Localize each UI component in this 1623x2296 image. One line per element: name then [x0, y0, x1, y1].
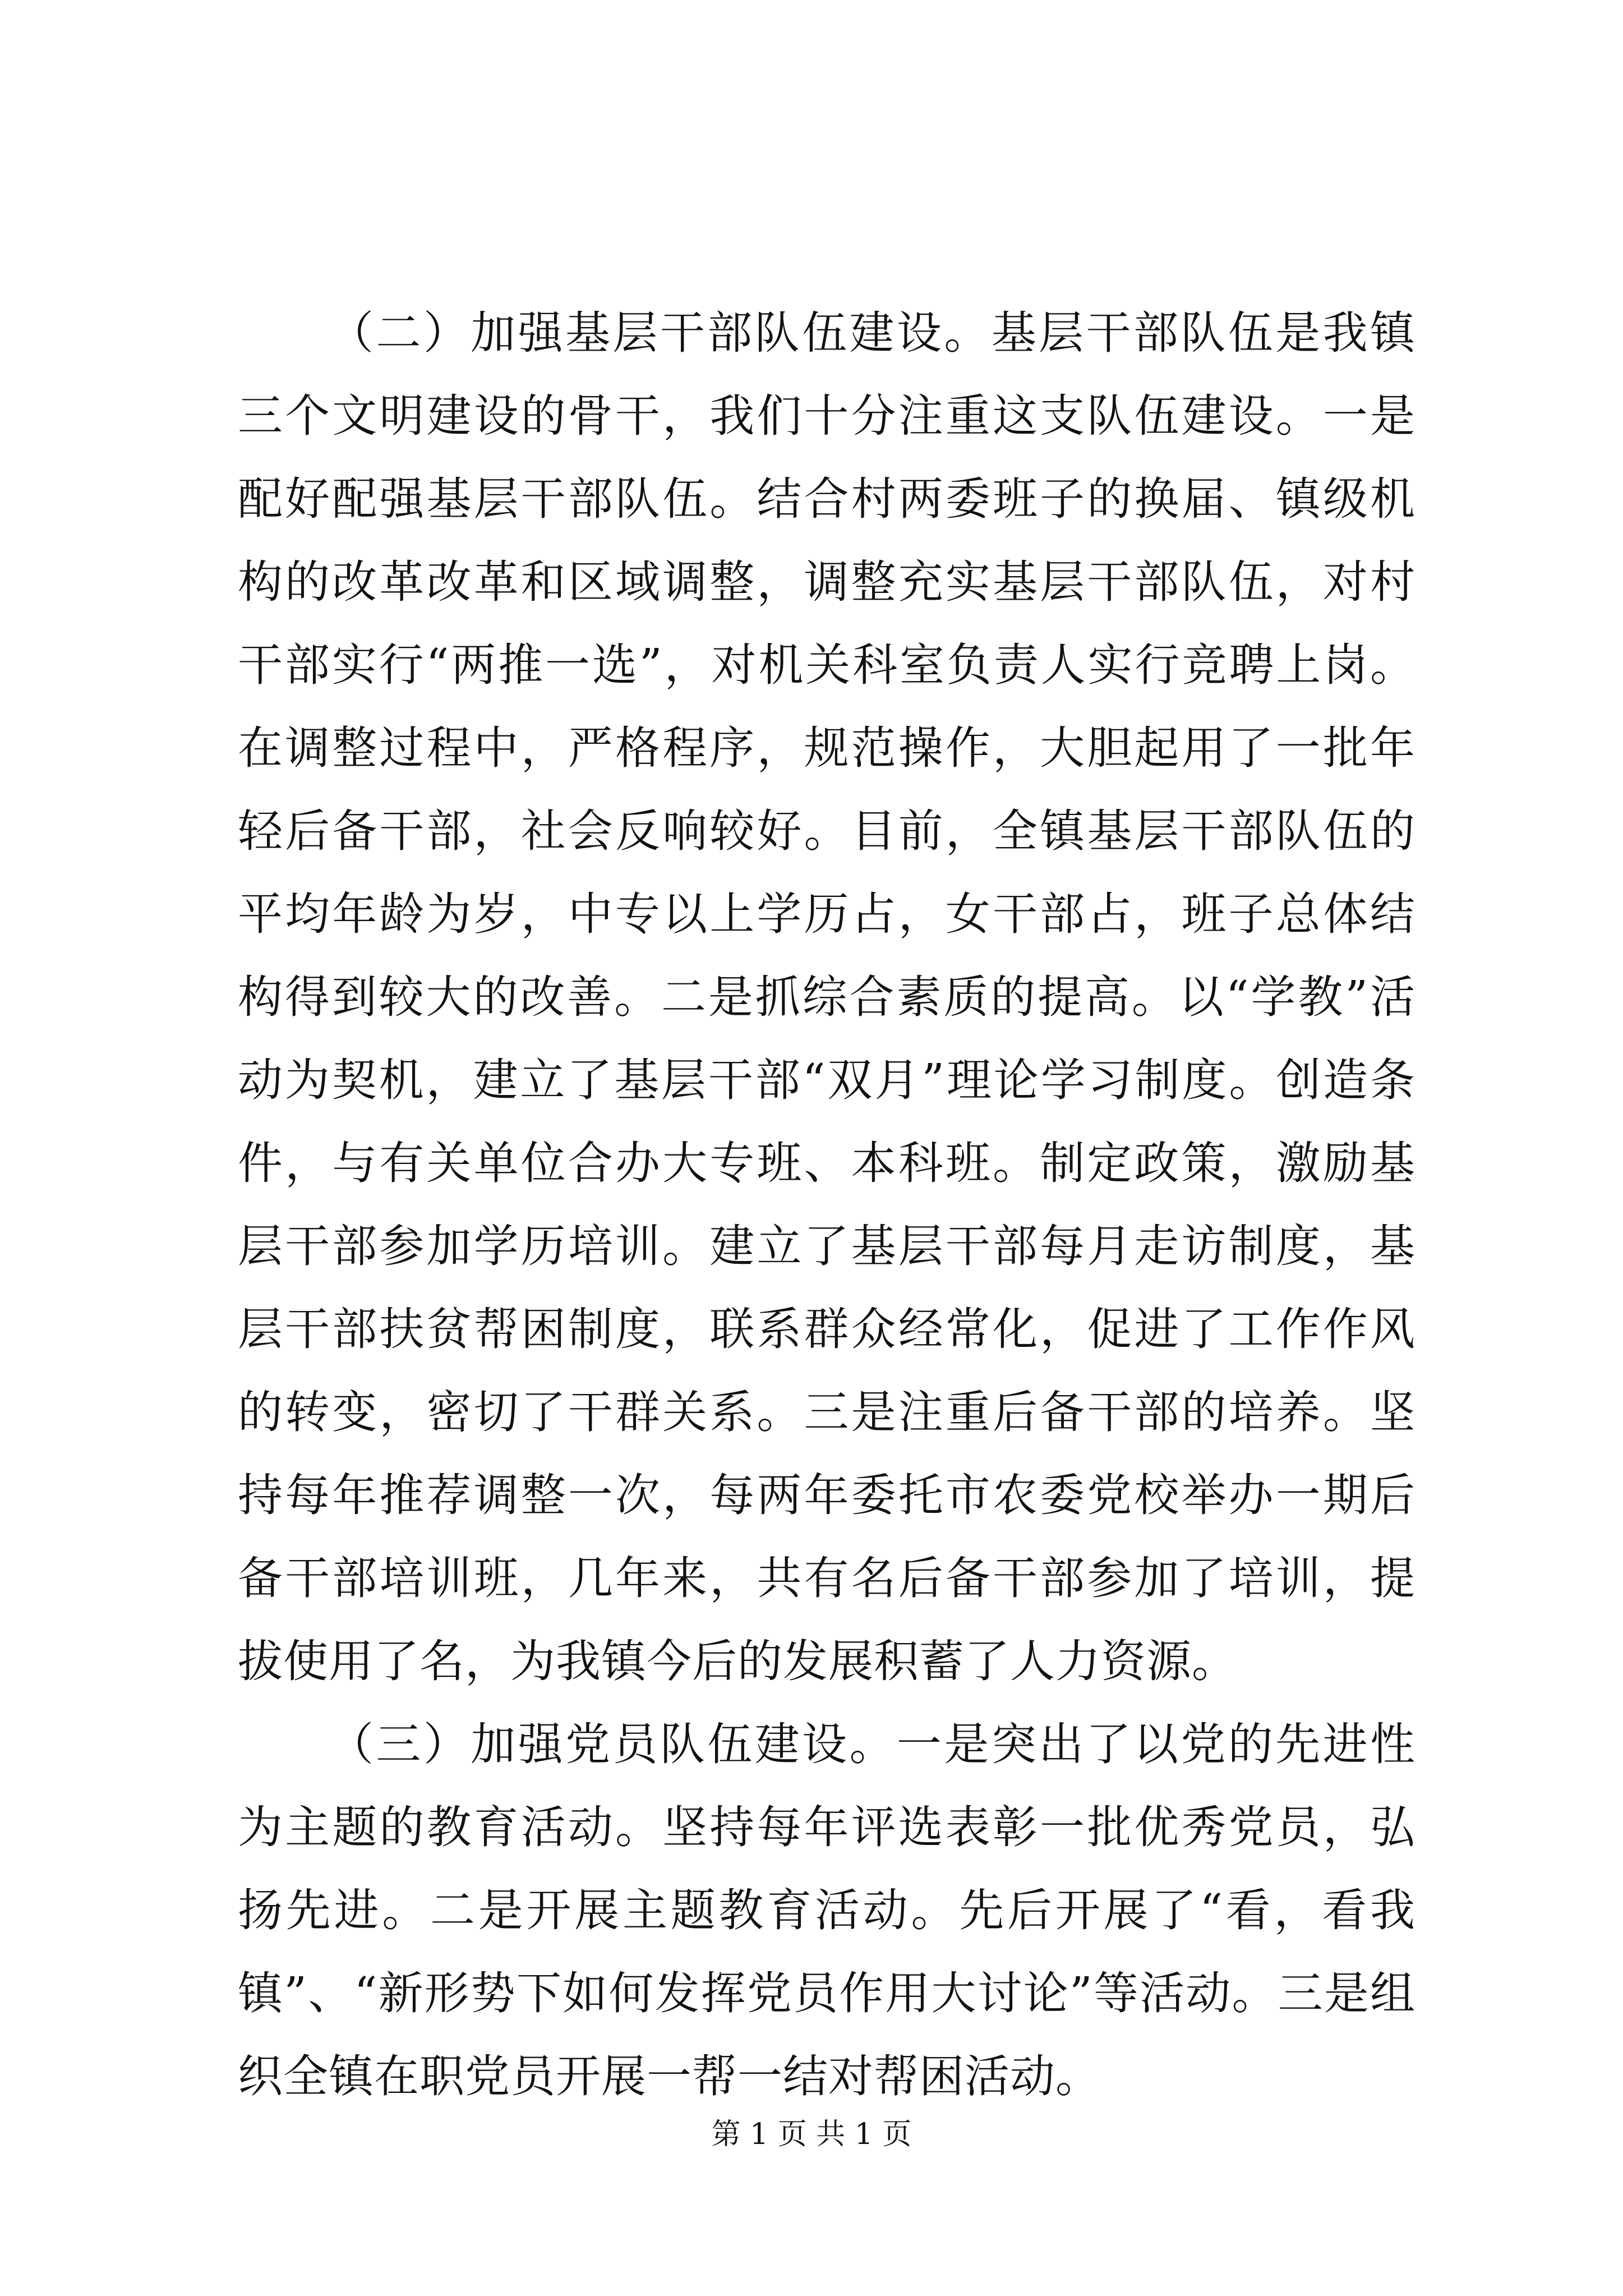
document-body [238, 292, 1415, 2118]
paragraph-party-member-team: （三）加强党员队伍建设。一是突出了以党的先进性为主题的教育活动。坚持每年评选表彰一批优秀党员，弘扬先进。二是开展主题教育活动。先后开展了“看，看我镇”、“新形势下如何发挥党员作用大讨论”等活动。三是组织全镇在职党员开展一帮一结对帮困活动。 [238, 1718, 1415, 2102]
paragraph-cadre-team: （二）加强基层干部队伍建设。基层干部队伍是我镇三个文明建设的骨干，我们十分注重这支队伍建设。一是配好配强基层干部队伍。结合村两委班子的换届、镇级机构的改革改革和区域调整，调整充实基层干部队伍，对村干部实行“两推一选”，对机关科室负责人实行竞聘上岗。在调整过程中，严格程序，规范操作，大胆起用了一批年轻后备干部，社会反响较好。目前，全镇基层干部队伍的平均年龄为岁，中专以上学历占，女干部占，班子总体结构得到较大的改善。二是抓综合素质的提高。以“学教”活动为契机，建立了基层干部“双月”理论学习制度。创造条件，与有关单位合办大专班、本科班。制定政策，激励基层干部参加学历培训。建立了基层干部每月走访制度，基层干部扶贫帮困制度，联系群众经常化，促进了工作作风的转变，密切了干群关系。三是注重后备干部的培养。坚持每年推荐调整一次，每两年委托市农委党校举办一期后备干部培训班，几年来，共有名后备干部参加了培训，提拔使用了名，为我镇今后的发展积蓄了人力资源。 [238, 307, 1415, 1687]
page-footer: 第 1 页 共 1 页 [711, 2118, 912, 2151]
